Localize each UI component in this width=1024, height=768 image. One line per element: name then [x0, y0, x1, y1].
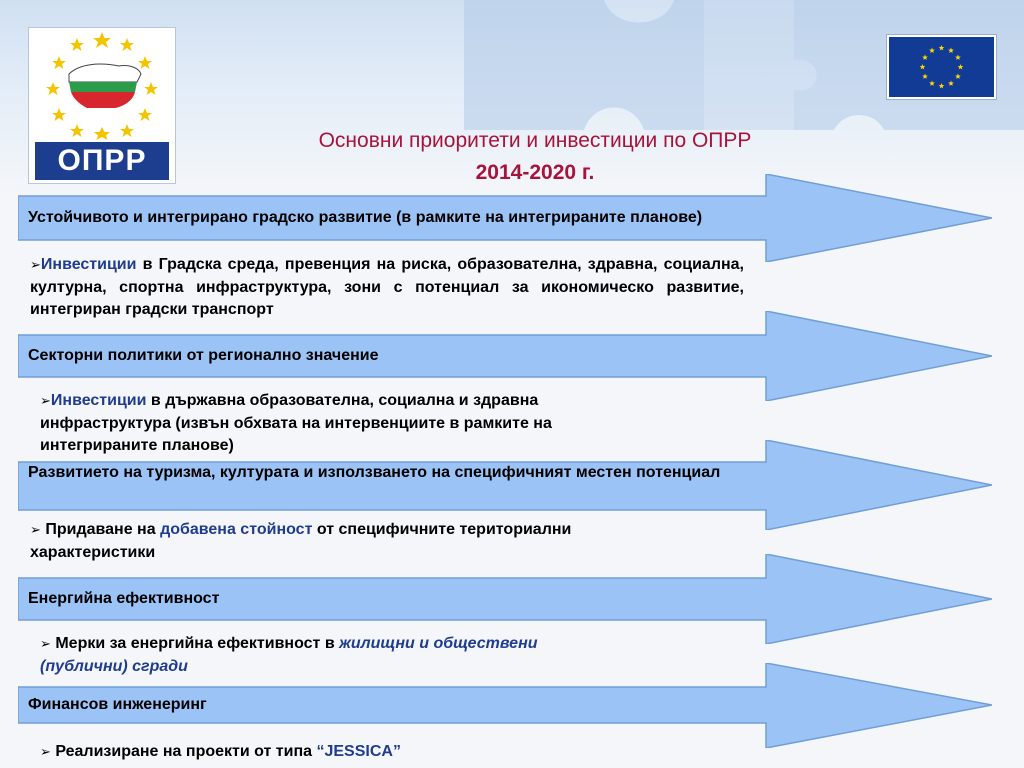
- eu-star-icon: [929, 48, 935, 53]
- priority-heading-5: Финансов инженеринг: [28, 696, 207, 713]
- bullet-arrow-icon: ➢: [40, 745, 51, 760]
- eu-star-icon: [948, 48, 954, 53]
- bullet-text: в Градска среда, превенция на риска, образователна, здравна, социална, културна, спортна инфраструктура, зони с потенциал за икономическо развитие, интегриран градски транспорт: [30, 256, 744, 318]
- priority-arrow-2: [18, 311, 992, 401]
- bullet-keyword: добавена стойност: [160, 521, 313, 538]
- eu-star-icon: [929, 80, 935, 85]
- eu-star-icon: [955, 55, 961, 60]
- bullet-keyword: Инвестиции: [40, 256, 137, 273]
- bullet-text-pre: Реализиране на проекти от типа: [50, 743, 317, 760]
- bullet-keyword: “JESSICA”: [316, 743, 401, 760]
- priority-arrow-4: [18, 554, 992, 644]
- bullet-text-pre: Придаване на: [40, 521, 161, 538]
- eu-star-icon: [948, 80, 954, 85]
- logo-text: ОПРР: [35, 142, 169, 180]
- eu-star-icon: [922, 55, 928, 60]
- priority-heading-3: Развитието на туризма, културата и използването на специфичният местен потенциал: [28, 464, 721, 481]
- eu-star-icon: [939, 83, 945, 88]
- title-line-1: Основни приоритети и инвестиции по ОПРР: [318, 129, 752, 152]
- bullet-text-pre: Мерки за енергийна ефективност в: [50, 635, 340, 652]
- eu-star-icon: [920, 64, 926, 69]
- priority-arrow-3: [18, 440, 992, 530]
- priority-heading-2: Секторни политики от регионално значение: [28, 347, 379, 364]
- bullet-keyword: жилищни и обществени (публични) сгради: [40, 635, 538, 675]
- eu-flag-icon: [887, 35, 996, 99]
- bullet-arrow-icon: ➢: [30, 523, 41, 538]
- arrow-shape-3: [18, 440, 992, 530]
- bullet-keyword: Инвестиции: [50, 392, 147, 409]
- priority-arrow-5: [18, 663, 992, 748]
- priority-heading-4: Енергийна ефективност: [28, 590, 220, 607]
- bullet-arrow-icon: ➢: [40, 637, 51, 652]
- bullet-arrow-icon: ➢: [40, 394, 51, 409]
- bullet-arrow-icon: ➢: [30, 258, 41, 273]
- priority-bullet-5: [40, 741, 640, 764]
- eu-star-icon: [939, 45, 945, 50]
- bullet-text: от специфичните териториални характеристики: [30, 521, 572, 561]
- priority-arrow-1: [18, 174, 992, 262]
- eu-star-icon: [955, 74, 961, 79]
- opprr-logo: [28, 27, 176, 184]
- eu-star-icon: [922, 74, 928, 79]
- title-line-2: 2014-2020 г.: [475, 161, 595, 184]
- logo-emblem-icon: [29, 28, 175, 140]
- eu-star-icon: [958, 64, 964, 69]
- bullet-text: в държавна образователна, социална и здравна инфраструктура (извън обхвата на интервенциите в рамките на интегрираните планове): [40, 392, 552, 454]
- priority-heading-1: Устойчивото и интегрирано градско развитие (в рамките на интегрираните планове): [28, 209, 703, 226]
